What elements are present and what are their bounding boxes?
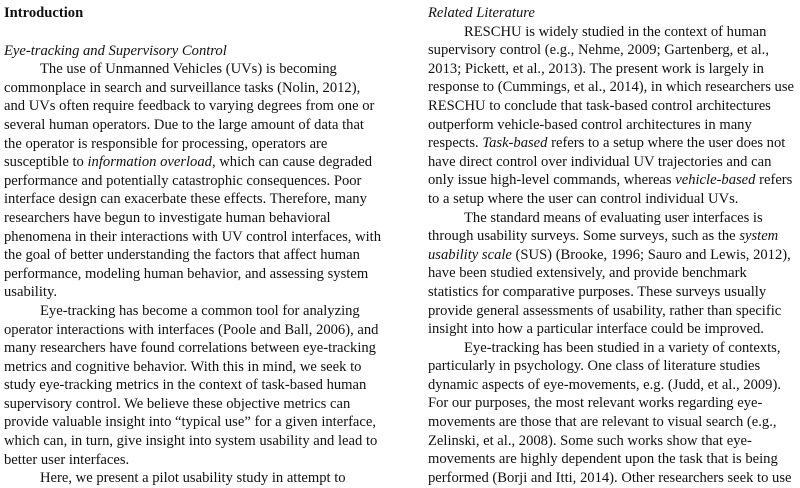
paragraph: Here, we present a pilot usability study in attempt to bbox=[40, 470, 346, 487]
emphasis-text: vehicle-based bbox=[675, 172, 756, 189]
subsection-heading-related-literature: Related Literature bbox=[428, 5, 535, 21]
paragraph-text: refers to a setup where the user can control individual UVs. bbox=[428, 172, 793, 207]
paragraph bbox=[4, 60, 384, 302]
emphasis-text: system usability scale bbox=[428, 228, 779, 263]
right-column bbox=[428, 4, 796, 487]
paragraph-text: , which can cause degraded performance and potentially catastrophic consequences. Poor interface design can exacerbate these effects. Therefore, many researchers have begun to investigate human behavioral phenomena in their interactions with UV control interfaces, with the goal of better understanding the factors that affect human performance, modeling human behavior, and assessing system usability. bbox=[4, 154, 382, 301]
emphasis-text: information overload bbox=[87, 154, 212, 171]
section-heading-introduction: Introduction bbox=[4, 5, 84, 21]
paragraph bbox=[428, 209, 796, 339]
paragraph: Eye-tracking has been studied in a variety of contexts, particularly in psychology. One class of literature studies dynamic aspects of eye-movements, e.g. (Judd, et al., 2009). For our purposes, the most relevant works regarding eye-movements are those that are relevant to visual search (e.g., Zelinski, et al., 2008). Some such works show that eye-movements are highly dependent upon the task that is being performed (Borji and Itti, 2014). Other researchers seek to use bbox=[428, 339, 792, 486]
paragraph: Eye-tracking has become a common tool for analyzing operator interactions with interfaces (Poole and Ball, 2006), and many researchers have found correlations between eye-tracking metrics and cognitive behavior. With this in mind, we seek to study eye-tracking metrics in the context of task-based human supervisory control. We believe these objective metrics can provide valuable insight into “typical use” for a given interface, which can, in turn, give insight into system usability and lead to better user interfaces. bbox=[4, 302, 379, 468]
paragraph-text: (SUS) (Brooke, 1996; Sauro and Lewis, 2012), have been studied extensively, and provide benchmark statistics for comparative purposes. These surveys usually provide general assessments of usability, rather than specific insight into how a particular interface could be improved. bbox=[428, 246, 791, 338]
paragraph-text: refers to a setup where the user does not have direct control over individual UV trajectories and can only issue high-level commands, whereas bbox=[428, 135, 786, 189]
paragraph-text: RESCHU is widely studied in the context of human supervisory control (e.g., Nehme, 2009; Gartenberg, et al., 2013; Pickett, et al., 2013). The present work is largely in response to (Cummings, et al., 2014), in which researchers use RESCHU to conclude that task-based control architectures outperform vehicle-based control architectures in many respects. bbox=[428, 23, 794, 152]
paragraph bbox=[428, 23, 796, 209]
paragraph-text: The use of Unmanned Vehicles (UVs) is becoming commonplace in search and surveillance tasks (Nolin, 2012), and UVs often require feedback to varying degrees from one or several human operators. Due to the large amount of data that the operator is responsible for processing, operators are susceptible to bbox=[4, 61, 375, 171]
paragraph-text: The standard means of evaluating user interfaces is through usability surveys. Some surveys, such as the bbox=[428, 209, 763, 245]
subsection-heading-eye-tracking: Eye-tracking and Supervisory Control bbox=[4, 42, 227, 59]
left-column bbox=[4, 4, 384, 488]
emphasis-text: Task-based bbox=[482, 135, 548, 152]
